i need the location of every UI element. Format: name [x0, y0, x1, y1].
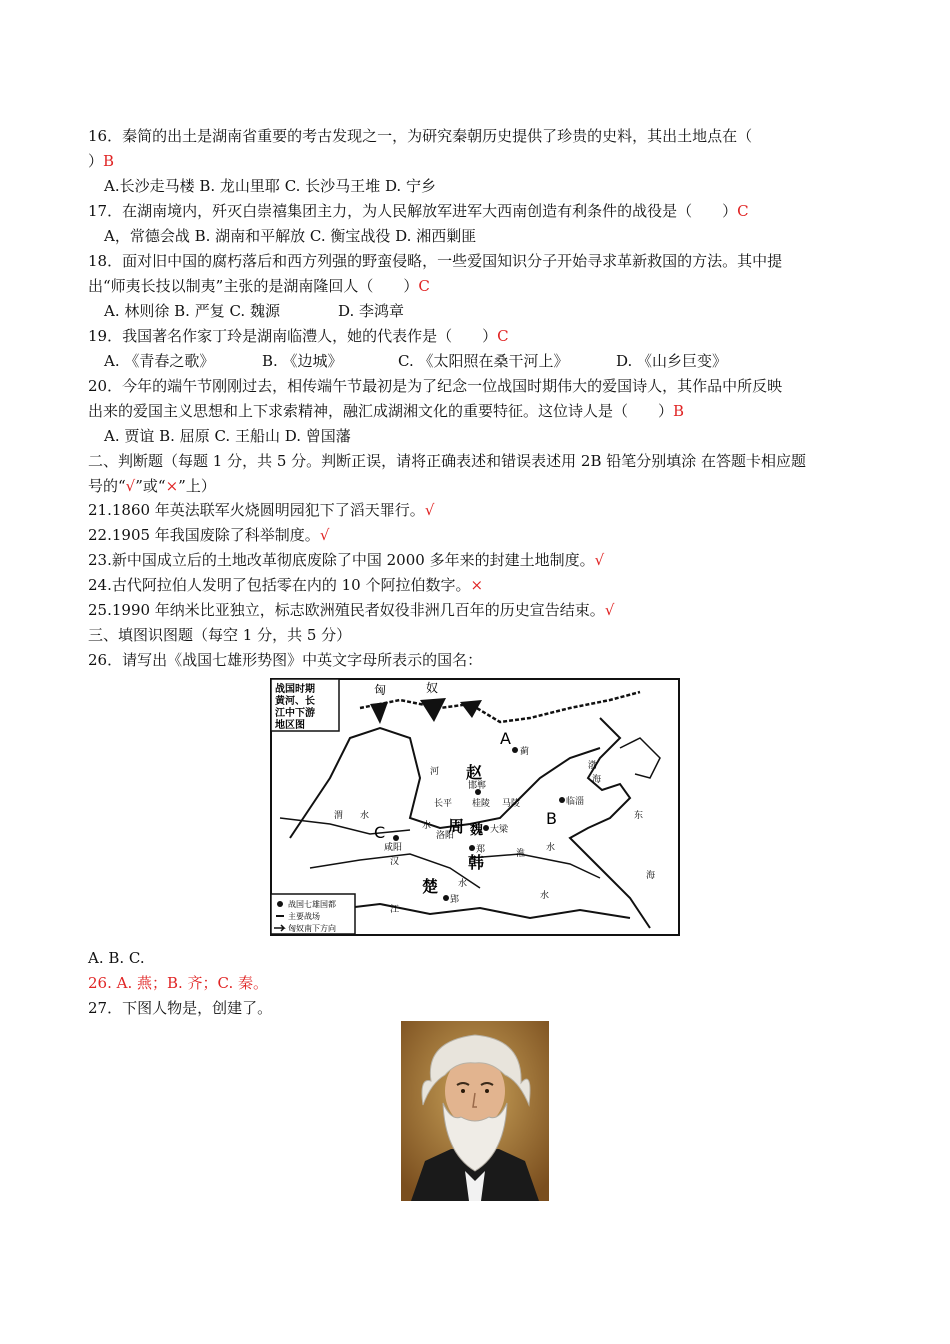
svg-text:汉: 汉: [390, 857, 400, 867]
q16-stem-tail: ）B: [88, 152, 115, 170]
svg-text:韩: 韩: [468, 853, 485, 872]
svg-text:东: 东: [634, 811, 644, 821]
q27-stem: 27．下图人物是，创建了。: [88, 999, 273, 1017]
svg-text:海: 海: [646, 871, 656, 881]
map-label-A: A: [500, 729, 511, 748]
svg-text:水: 水: [458, 879, 468, 889]
judge-item: 25.1990 年纳米比亚独立，标志欧洲殖民者奴役非洲几百年的历史宣告结束。√: [88, 601, 615, 619]
svg-text:匈奴南下方向: 匈奴南下方向: [288, 924, 336, 933]
q16-options: A.长沙走马楼 B. 龙山里耶 C. 长沙马王堆 D. 宁乡: [104, 177, 436, 195]
svg-text:郑: 郑: [476, 845, 486, 855]
svg-text:楚: 楚: [422, 877, 439, 896]
svg-text:洛阳: 洛阳: [436, 831, 455, 841]
q26-blanks: A. B. C.: [88, 949, 145, 967]
svg-text:咸阳: 咸阳: [384, 843, 403, 853]
svg-text:水: 水: [546, 843, 556, 853]
portrait-image: [401, 1021, 549, 1201]
svg-text:江: 江: [390, 905, 400, 915]
warring-states-map: [270, 678, 680, 936]
svg-text:渭: 渭: [334, 811, 344, 821]
svg-text:战国七雄国都: 战国七雄国都: [288, 900, 336, 909]
svg-text:匈: 匈: [374, 683, 387, 697]
q20-answer: B: [673, 402, 685, 420]
svg-text:水: 水: [540, 891, 550, 901]
map-title-line: 战国时期: [275, 684, 315, 695]
q18-answer: C: [418, 277, 430, 295]
q19-stem: 19．我国著名作家丁玲是湖南临澧人，她的代表作是（ ）C: [88, 327, 509, 345]
svg-text:临淄: 临淄: [566, 797, 585, 807]
q17-options: A，常德会战 B. 湖南和平解放 C. 衡宝战役 D. 湘西剿匪: [104, 227, 477, 245]
svg-text:水: 水: [422, 821, 432, 831]
svg-text:水: 水: [360, 811, 370, 821]
q20-stem-2: 出来的爱国主义思想和上下求索精神，融汇成湖湘文化的重要特征。这位诗人是（ ）B: [88, 402, 685, 420]
map-label-B: B: [546, 809, 557, 828]
section2-title: 二、判断题（每题 1 分，共 5 分。判断正误，请将正确表述和错误表述用 2B 铅笔分别填涂 在答题卡相应题: [88, 452, 807, 470]
section2-title-2: 号的“√”或“×”上）: [88, 477, 216, 495]
judge-item: 21.1860 年英法联军火烧圆明园犯下了滔天罪行。√: [88, 501, 435, 519]
q16-answer: B: [103, 152, 115, 170]
judge-mark: ×: [470, 576, 484, 594]
q19-options: A. 《青春之歌》 B. 《边城》 C. 《太阳照在桑干河上》 D. 《山乡巨变》: [104, 352, 728, 370]
svg-text:郢: 郢: [450, 895, 460, 905]
svg-text:周: 周: [448, 817, 465, 836]
svg-text:海: 海: [592, 775, 602, 785]
judge-item: 23.新中国成立后的土地改革彻底废除了中国 2000 多年来的封建土地制度。√: [88, 551, 605, 569]
q26-answer: 26. A. 燕；B. 齐；C. 秦。: [88, 974, 269, 992]
svg-text:奴: 奴: [426, 681, 439, 695]
judge-mark: √: [319, 526, 330, 544]
svg-text:桂陵: 桂陵: [472, 799, 491, 809]
q17-stem: 17．在湖南境内，歼灭白崇禧集团主力，为人民解放军进军大西南创造有利条件的战役是（ ）C: [88, 202, 749, 220]
judge-mark: √: [604, 601, 615, 619]
svg-text:赵: 赵: [466, 763, 483, 782]
svg-text:大梁: 大梁: [490, 825, 509, 835]
svg-text:邯郸: 邯郸: [468, 781, 487, 791]
judge-item: 22.1905 年我国废除了科举制度。√: [88, 526, 330, 544]
map-title-line: 黄河、长: [275, 696, 315, 707]
map-label-C: C: [374, 823, 386, 842]
q18-stem: 18．面对旧中国的腐朽落后和西方列强的野蛮侵略，一些爱国知识分子开始寻求革新救国的方法。其中提: [88, 252, 783, 270]
q18-options: A. 林则徐 B. 严复 C. 魏源 D. 李鸿章: [104, 302, 404, 320]
q20-options: A. 贾谊 B. 屈原 C. 王船山 D. 曾国藩: [104, 427, 351, 445]
svg-text:淮: 淮: [516, 849, 526, 859]
q20-stem: 20．今年的端午节刚刚过去，相传端午节最初是为了纪念一位战国时期伟大的爱国诗人，其作品中所反映: [88, 377, 783, 395]
map-title-line: 江中下游: [275, 708, 315, 719]
svg-text:长平: 长平: [434, 799, 453, 809]
svg-text:渤: 渤: [588, 761, 598, 771]
judge-mark: √: [594, 551, 605, 569]
q16-stem: 16．秦简的出土是湖南省重要的考古发现之一，为研究秦朝历史提供了珍贵的史料，其出土地点在（: [88, 127, 753, 145]
svg-text:魏: 魏: [470, 823, 484, 838]
svg-text:主要战场: 主要战场: [288, 912, 320, 921]
q18-stem-2: 出“师夷长技以制夷”主张的是湖南隆回人（ ）C: [88, 277, 430, 295]
map-title-line: 地区图: [275, 720, 305, 731]
q17-answer: C: [737, 202, 749, 220]
section3-title: 三、填图识图题（每空 1 分，共 5 分）: [88, 626, 352, 644]
judge-mark: √: [424, 501, 435, 519]
svg-text:蓟: 蓟: [520, 747, 530, 757]
svg-text:河: 河: [430, 767, 440, 777]
q26-stem: 26．请写出《战国七雄形势图》中英文字母所表示的国名：: [88, 651, 483, 669]
svg-text:马陵: 马陵: [502, 799, 521, 809]
judge-item: 24.古代阿拉伯人发明了包括零在内的 10 个阿拉伯数字。×: [88, 576, 484, 594]
q19-answer: C: [497, 327, 509, 345]
